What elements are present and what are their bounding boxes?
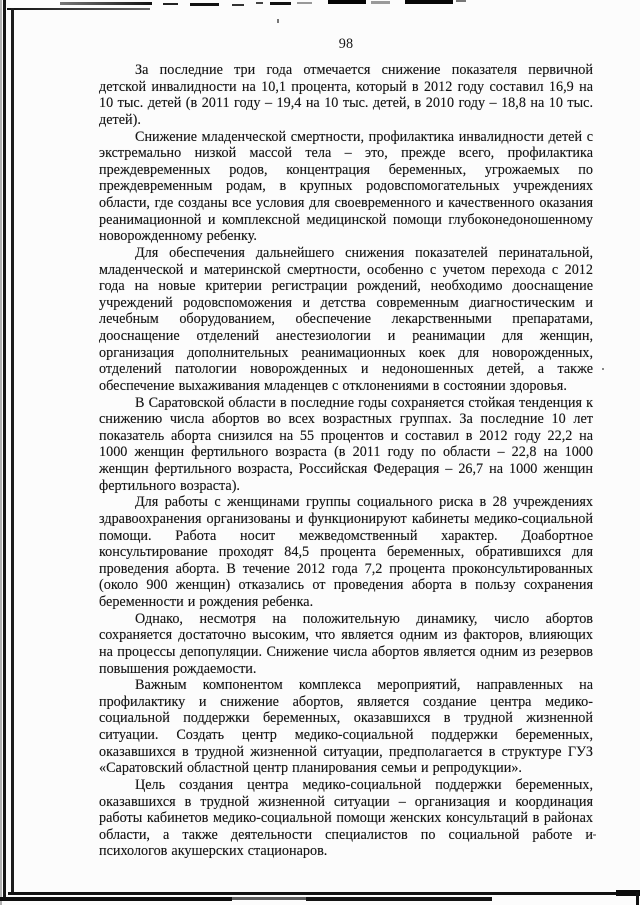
paragraph: Цель создания центра медико-социальной поддержки беременных, оказавшихся в трудной жизненной ситуации – организация и координация работы кабинетов медико-социальной помощи женских консультаций в районах области, а также деятельности специалистов по социальной работе и психологов акушерских стационаров.	[99, 776, 593, 860]
scan-artifact-top-dash	[270, 2, 291, 5]
scan-artifact-left-line	[0, 0, 2, 905]
scan-artifact-bottom-line	[8, 892, 640, 895]
paragraph: В Саратовской области в последние годы сохраняется стойкая тенденция к снижению числа абортов во всех возрастных группах. За последние 10 лет показатель аборта снизился на 55 процентов и составил в 2012 году 22,2 на 1000 женщин фертильного возраста (в 2011 году по области – 22,8 на 1000 женщин фертильного возраста, Российская Федерация – 26,7 на 1000 женщин фертильного возраста).	[99, 394, 593, 494]
scan-artifact-top-dash	[60, 2, 152, 5]
paragraph: Важным компонентом комплекса мероприятий, направленных на профилактику и снижение абортов, является создание центра медико-социальной поддержки беременных, оказавшихся в трудной жизненной ситуации. Создать центр медико-социальной поддержки беременных, оказавшихся в трудной жизненной ситуации, предполагается в структуре ГУЗ «Саратовский областной центр планирования семьи и репродукции».	[99, 677, 593, 777]
scan-artifact-top-dash	[456, 0, 466, 2]
scan-artifact-top-line	[7, 8, 150, 10]
page-number: 98	[338, 36, 354, 52]
scan-artifact-right-stub	[636, 892, 639, 905]
scan-artifact-top-dash	[163, 3, 178, 5]
scan-artifact-bottom-line	[232, 897, 306, 900]
scan-artifact-bottom-line	[306, 897, 492, 901]
paragraph: Снижение младенческой смертности, профилактика инвалидности детей с экстремально низкой массой тела – это, прежде всего, профилактика преждевременных родов, концентрация беременных, угрожаемых по преждевременным родам, в крупных родовспомогательных учреждениях области, где созданы все условия для своевременного и качественного оказания реанимационной и комплексной медицинской помощи глубоконедоношенному новорожденному ребенку.	[99, 128, 593, 245]
scan-artifact-top-dash	[232, 4, 244, 6]
scan-artifact-speck	[277, 19, 279, 23]
scan-artifact-left-line	[3, 0, 6, 899]
scan-artifact-top-dash	[405, 0, 453, 4]
scan-artifact-speck	[593, 834, 596, 836]
document-body	[99, 36, 593, 860]
scan-artifact-bottom-line	[0, 897, 232, 901]
scan-artifact-speck	[602, 368, 604, 370]
paragraph: Однако, несмотря на положительную динамику, число абортов сохраняется достаточно высоким, что является одним из факторов, влияющих на процессы депопуляции. Снижение числа абортов является одним из резервов повышения рождаемости.	[99, 610, 593, 677]
scan-artifact-top-dash	[371, 1, 390, 4]
scan-artifact-top-dash	[190, 3, 219, 6]
scan-artifact-left-line	[11, 8, 14, 894]
paragraph: Для обеспечения дальнейшего снижения показателей перинатальной, младенческой и материнской смертности, особенно с учетом перехода с 2012 года на новые критерии регистрации рождений, необходимо дооснащение учреждений родовспоможения и детства современным диагностическим и лечебным оборудованием, обеспечение лекарственными препаратами, дооснащение отделений анестезиологии и реанимации для женщин, организация дополнительных реанимационных коек для новорожденных, отделений патологии новорожденных и недоношенных детей, а также обеспечение выхаживания младенцев с отклонениями в состоянии здоровья.	[99, 244, 593, 394]
scan-artifact-top-dash	[328, 0, 366, 4]
scan-artifact-top-dash	[256, 2, 263, 4]
scan-artifact-top-dash	[297, 2, 312, 4]
paragraph: Для работы с женщинами группы социального риска в 28 учреждениях здравоохранения организованы и функционируют кабинеты медико-социальной помощи. Работа носит межведомственный характер. Доабортное консультирование проходят 84,5 процента беременных, обратившихся для проведения аборта. В течение 2012 года 7,2 процента проконсультированных (около 900 женщин) отказались от проведения аборта в пользу сохранения беременности и рождения ребенка.	[99, 494, 593, 610]
paragraph: За последние три года отмечается снижение показателя первичной детской инвалидности на 10,1 процента, который в 2012 году составил 16,9 на 10 тыс. детей (в 2011 году – 19,4 на 10 тыс. детей, в 2010 году – 18,8 на 10 тыс. детей).	[99, 62, 593, 128]
scan-artifact-bottom-blob	[616, 890, 640, 896]
